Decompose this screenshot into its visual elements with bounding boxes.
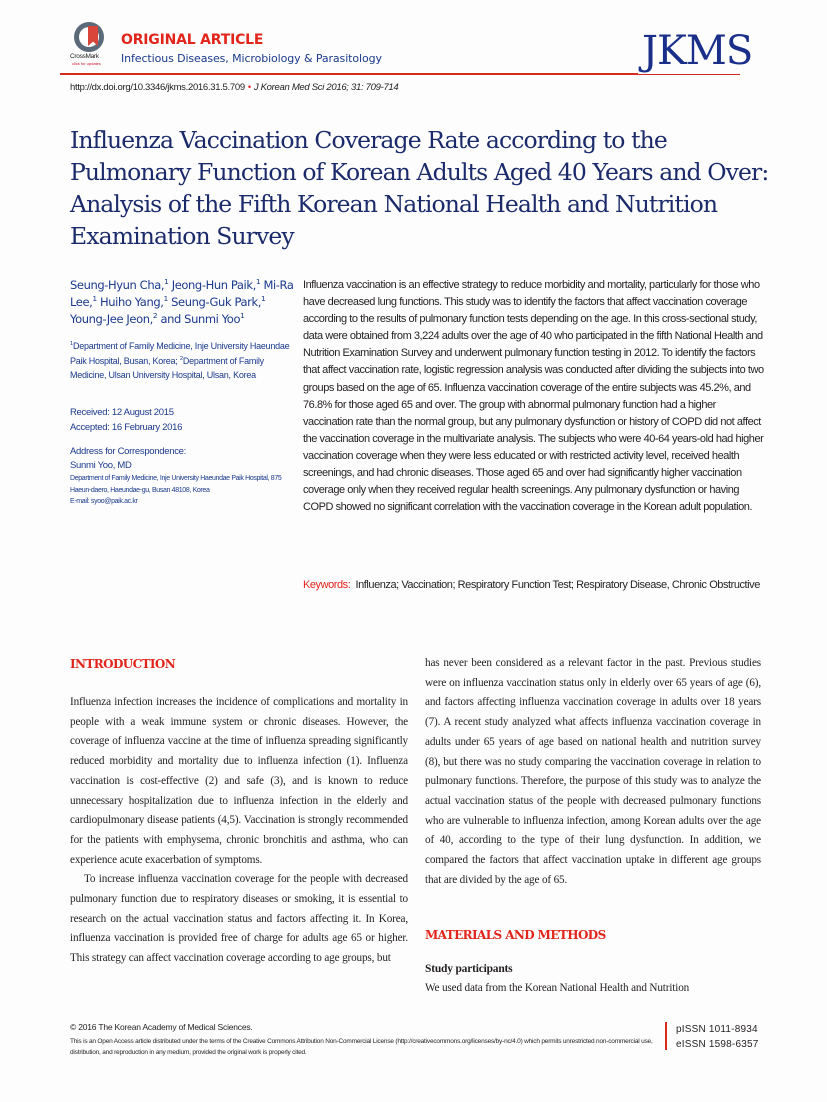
keywords-list: Influenza; Vaccination; Respiratory Function Test; Respiratory Disease, Chronic Obstructive xyxy=(355,579,760,591)
paragraph: To increase influenza vaccination coverage for the people with decreased pulmonary function due to respiratory diseases or smoking, it is essential to research on the actual vaccination status and factors affecting it. In Korea, influenza vaccination is provided free of charge for adults age 65 or higher. This strategy can affect vaccination coverage according to age groups, but xyxy=(70,873,408,965)
author-list xyxy=(70,277,295,328)
issn-block xyxy=(676,1022,759,1052)
author: Seung-Hyun Cha,$^1$ xyxy=(70,277,169,292)
paragraph: We used data from the Korean National Health and Nutrition xyxy=(425,982,690,994)
correspondence-address: Department of Family Medicine, Inje University Haeundae Paik Hospital, 875 Haeun-daero, Haeundae-gu, Busan 48108, Korea xyxy=(70,475,282,494)
citation: J Korean Med Sci 2016; 31: 709-714 xyxy=(253,82,399,93)
article-category: Infectious Diseases, Microbiology & Parasitology xyxy=(121,52,382,65)
methods-text xyxy=(425,979,761,999)
paragraph: Influenza infection increases the incidence of complications and mortality in people with a weak immune system or chronic diseases. However, the coverage of influenza vaccine at the time of influenza spreading significantly reduced morbidity and mortality due to influenza infection (1). Influenza vaccination is cost-effective (2) and safe (3), and is known to reduce unnecessary hospitalization due to influenza infection in the elderly and cardiopulmonary disease patients (4,5). Vaccination is strongly recommended for the patients with emphysema, chronic bronchitis and asthma, who can experience acute exacerbation of symptoms. xyxy=(70,696,408,866)
subsection-heading: Study participants xyxy=(425,963,513,975)
doi-link[interactable]: http://dx.doi.org/10.3346/jkms.2016.31.5.709 xyxy=(70,82,245,93)
affiliation: Department of Family Medicine, Ulsan University Hospital, Ulsan, Korea xyxy=(70,355,264,380)
doi-line xyxy=(70,82,398,93)
author: Seung-Guk Park,$^1$ xyxy=(171,294,266,309)
separator-dot: • xyxy=(247,82,251,93)
pissn: pISSN 1011-8934 xyxy=(676,1024,758,1035)
body-column-left xyxy=(70,693,408,969)
eissn: eISSN 1598-6357 xyxy=(676,1039,759,1050)
keywords xyxy=(303,577,765,594)
author: Young-Jee Jeon,$^2$ xyxy=(70,311,158,326)
received-date: Received: 12 August 2015 xyxy=(70,407,174,418)
section-heading-methods: MATERIALS AND METHODS xyxy=(425,928,606,942)
correspondence xyxy=(70,445,300,508)
affiliations: $^1$Department of Family Medicine, Inje University Haeundae Paik Hospital, Busan, Korea; $^2$Department of Family Medicine, Ulsan University Hospital, Ulsan, Korea xyxy=(70,341,290,380)
keywords-label: Keywords: xyxy=(303,579,351,591)
crossmark-icon xyxy=(74,22,104,52)
abstract: Influenza vaccination is an effective strategy to reduce morbidity and mortality, particularly for those who have decreased lung functions. This study was to identify the factors that affect vaccination coverage according to the results of pulmonary function tests depending on the age. In this cross-sectional study, data were obtained from 3,224 adults over the age of 40 who participated in the fifth National Health and Nutrition Examination Survey and underwent pulmonary function testing in 2012. To identify the factors that affect vaccination rate, logistic regression analysis was conducted after dividing the subjects into two groups based on the age of 65. Influenza vaccination coverage of the entire subjects was 45.2%, and 76.8% for those aged 65 and over. The group with abnormal pulmonary function had a higher vaccination rate than the normal group, but any pulmonary dysfunction or history of COPD did not affect the vaccination coverage in the multivariate analysis. The subjects who were 40-64 years-old had higher vaccination coverage when they were less educated or with restricted activity level, received health screenings, and had chronic diseases. Those aged 65 and over had significantly higher vaccination coverage only when they received regular health screenings. Any pulmonary dysfunction or having COPD showed no significant correlation with the vaccination coverage in the Korean adult population. xyxy=(303,279,764,514)
license-text: This is an Open Access article distributed under the terms of the Creative Commons Attribution Non-Commercial License (http://creativecommons.org/licenses/by-nc/4.0) which permits unrestricted non-commercial use, distribution, and reproduction in any medium, provided the original work is properly cited. xyxy=(70,1038,653,1056)
affiliation: Department of Family Medicine, Inje University Haeundae Paik Hospital, Busan, Korea; xyxy=(70,341,290,366)
article-title: Influenza Vaccination Coverage Rate according to the Pulmonary Function of Korean Adults Aged 40 Years and Over: Analysis of the Fifth Korean National Health and Nutrition Examination Survey xyxy=(70,126,769,250)
journal-logo: JKMS xyxy=(638,28,756,74)
correspondence-label: Address for Correspondence: xyxy=(70,446,186,457)
correspondence-email[interactable]: E-mail: syoo@paik.ac.kr xyxy=(70,498,138,505)
section-heading-introduction: INTRODUCTION xyxy=(70,657,176,671)
article-type: ORIGINAL ARTICLE xyxy=(121,32,264,48)
author: and Sunmi Yoo$^1$ xyxy=(160,311,245,326)
author: Huiho Yang,$^1$ xyxy=(100,294,168,309)
crossmark-sublabel: click for updates xyxy=(72,61,101,66)
copyright: © 2016 The Korean Academy of Medical Sciences. xyxy=(70,1022,253,1032)
body-column-right xyxy=(425,654,761,890)
correspondence-name: Sunmi Yoo, MD xyxy=(70,460,132,471)
accepted-date: Accepted: 16 February 2016 xyxy=(70,421,183,433)
crossmark-logo[interactable] xyxy=(70,22,110,72)
crossmark-label: CrossMark xyxy=(70,53,99,60)
footer-divider xyxy=(665,1022,667,1050)
paragraph: has never been considered as a relevant factor in the past. Previous studies were on influenza vaccination status only in elderly over 65 years of age (6), and factors affecting influenza vaccination coverage in adults over 18 years (7). A recent study analyzed what affects influenza vaccination coverage in adults under 65 years of age based on national health and nutrition survey (8), but there was no study comparing the vaccination coverage in relation to pulmonary functions. Therefore, the purpose of this study was to analyze the actual vaccination status of the people with decreased pulmonary functions who are vulnerable to influenza infection, among Korean adults over the age of 40, according to the type of their lung dysfunction. In addition, we compared the factors that affect vaccination uptake in different age groups that are divided by the age of 65. xyxy=(425,657,761,886)
article-dates xyxy=(70,406,295,435)
author: Jeong-Hun Paik,$^1$ xyxy=(171,277,261,292)
author: Mi-Ra Lee,$^1$ xyxy=(70,278,294,309)
